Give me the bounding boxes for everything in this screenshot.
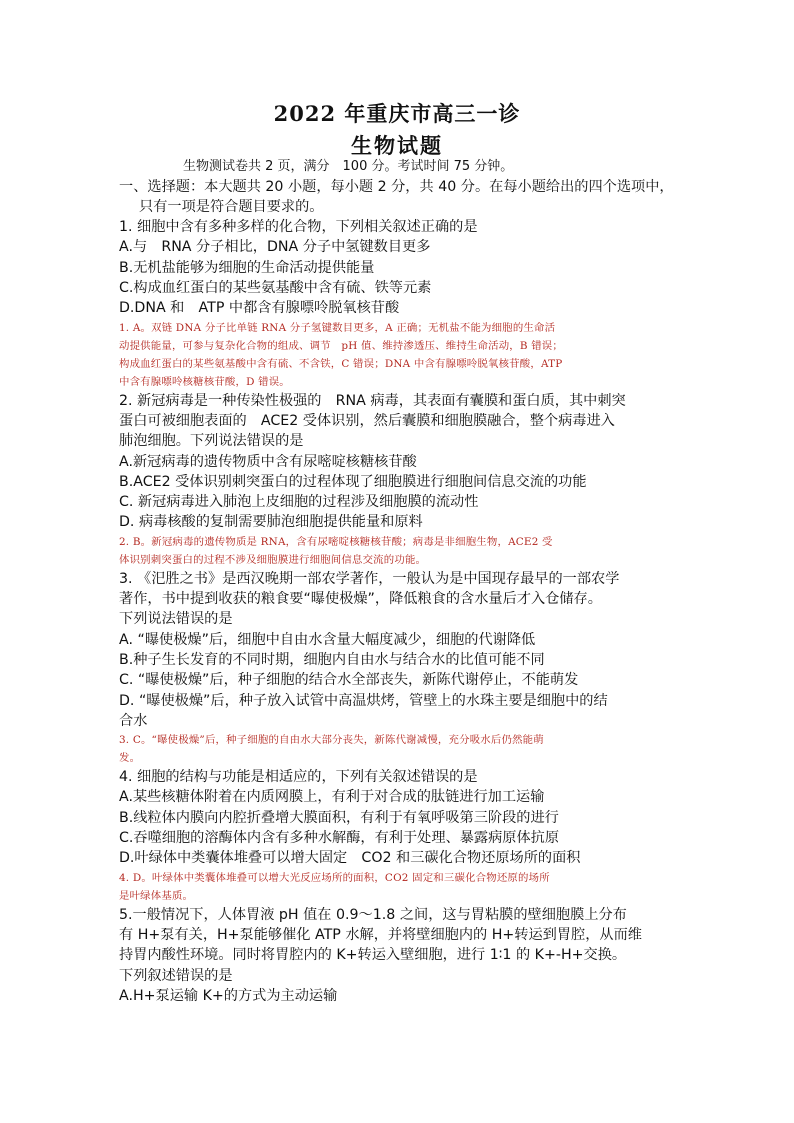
exam-title: 2022 年重庆市高三一诊 [273,101,521,126]
answer-option: B.ACE2 受体识别刺突蛋白的过程体现了细胞膜进行细胞间信息交流的功能 [119,473,587,490]
answer-option: C.构成血红蛋白的某些氨基酸中含有硫、铁等元素 [119,280,432,297]
question-stem: 1. 细胞中含有多种多样的化合物，下列相关叙述正确的是 [119,219,478,236]
answer-option: A.某些核糖体附着在内质网膜上，有利于对合成的肽链进行加工运输 [119,789,545,806]
question-stem: 有 H+泵有关，H+泵能够催化 ATP 水解，并将壁细胞内的 H+转运到胃腔，从而维 [119,926,642,943]
question-block [119,767,679,904]
question-stem: 蛋白可被细胞表面的 ACE2 受体识别，然后囊膜和细胞膜融合，整个病毒进入 [119,412,615,429]
exam-intro: 生物测试卷共 2 页，满分 100 分。考试时间 75 分钟。 [183,159,514,174]
answer-explanation: 4. D。叶绿体中类囊体堆叠可以增大光反应场所的面积，CO2 固定和三碳化合物还原的场所 [119,871,550,884]
question-block [119,217,679,390]
question-stem: 5.一般情况下，人体胃液 pH 值在 0.9～1.8 之间，这与胃粘膜的壁细胞膜上分布 [119,906,627,923]
question-stem: 持胃内酸性环境。同时将胃腔内的 K+转运入壁细胞，进行 1∶1 的 K+-H+交换。 [119,947,627,964]
question-list [119,217,679,1006]
document-body [119,158,679,1006]
answer-explanation: 动提供能量，可参与复杂化合物的组成、调节 pH 值、维持渗透压、维持生命活动，B 错误； [119,339,563,352]
section-heading-line1: 一、选择题：本大题共 20 小题，每小题 2 分，共 40 分。在每小题给出的四个选项中， [119,178,674,195]
question-block [119,391,679,569]
answer-explanation: 2. B。新冠病毒的遗传物质是 RNA，含有尿嘧啶核糖核苷酸；病毒是非细胞生物，ACE2 受 [119,535,553,548]
answer-explanation: 中含有腺嘌呤核糖核苷酸，D 错误。 [119,375,290,388]
question-stem: 著作，书中提到收获的粮食要“曝使极燥”，降低粮食的含水量后才入仓储存。 [119,591,602,608]
answer-option: A. “曝使极燥”后，细胞中自由水含量大幅度减少，细胞的代谢降低 [119,631,536,648]
question-stem: 4. 细胞的结构与功能是相适应的，下列有关叙述错误的是 [119,769,478,786]
answer-explanation: 体识别刺突蛋白的过程不涉及细胞膜进行细胞间信息交流的功能。 [119,553,427,566]
answer-option: A.H+泵运输 K+的方式为主动运输 [119,987,338,1004]
answer-option: A.新冠病毒的遗传物质中含有尿嘧啶核糖核苷酸 [119,453,417,470]
answer-option: B.线粒体内膜向内腔折叠增大膜面积，有利于有氧呼吸第三阶段的进行 [119,809,559,826]
answer-option: D.DNA 和 ATP 中都含有腺嘌呤脱氧核苷酸 [119,300,400,317]
answer-explanation: 1. A。双链 DNA 分子比单链 RNA 分子氢键数目更多，A 正确；无机盐不能为细胞的生命活 [119,321,556,334]
answer-option: D.叶绿体中类囊体堆叠可以增大固定 CO2 和三碳化合物还原场所的面积 [119,850,581,867]
answer-option: A.与 RNA 分子相比，DNA 分子中氢键数目更多 [119,239,431,256]
answer-option: C. “曝使极燥”后，种子细胞的结合水全部丧失，新陈代谢停止，不能萌发 [119,672,579,689]
answer-option: C. 新冠病毒进入肺泡上皮细胞的过程涉及细胞膜的流动性 [119,494,479,511]
question-stem: 2. 新冠病毒是一种传染性极强的 RNA 病毒，其表面有囊膜和蛋白质，其中刺突 [119,392,626,409]
answer-option: B.种子生长发育的不同时期，细胞内自由水与结合水的比值可能不同 [119,651,545,668]
question-stem: 下列说法错误的是 [119,611,233,628]
answer-option: 合水 [119,712,148,729]
answer-option: D. 病毒核酸的复制需要肺泡细胞提供能量和原料 [119,514,423,531]
answer-explanation: 是叶绿体基质。 [119,889,194,902]
question-stem: 下列叙述错误的是 [119,967,233,984]
question-stem: 肺泡细胞。下列说法错误的是 [119,433,304,450]
answer-explanation: 构成血红蛋白的某些氨基酸中含有硫、不含铁，C 错误；DNA 中含有腺嘌呤脱氧核苷酸，ATP [119,357,563,370]
question-block [119,905,679,1006]
answer-option: D. “曝使极燥”后，种子放入试管中高温烘烤，管壁上的水珠主要是细胞中的结 [119,692,608,709]
question-block [119,569,679,767]
answer-explanation: 3. C。“曝使极燥”后，种子细胞的自由水大部分丧失，新陈代谢减慢，充分吸水后仍然能萌 [119,734,544,747]
answer-option: C.吞噬细胞的溶酶体内含有多种水解酶，有利于处理、暴露病原体抗原 [119,830,560,847]
question-stem: 3. 《汜胜之书》是西汉晚期一部农学著作，一般认为是中国现存最早的一部农学 [119,570,620,587]
exam-subtitle: 生物试题 [351,133,443,158]
answer-option: B.无机盐能够为细胞的生命活动提供能量 [119,259,375,276]
section-heading-line2: 只有一项是符合题目要求的。 [139,198,324,215]
answer-explanation: 发。 [119,752,141,765]
